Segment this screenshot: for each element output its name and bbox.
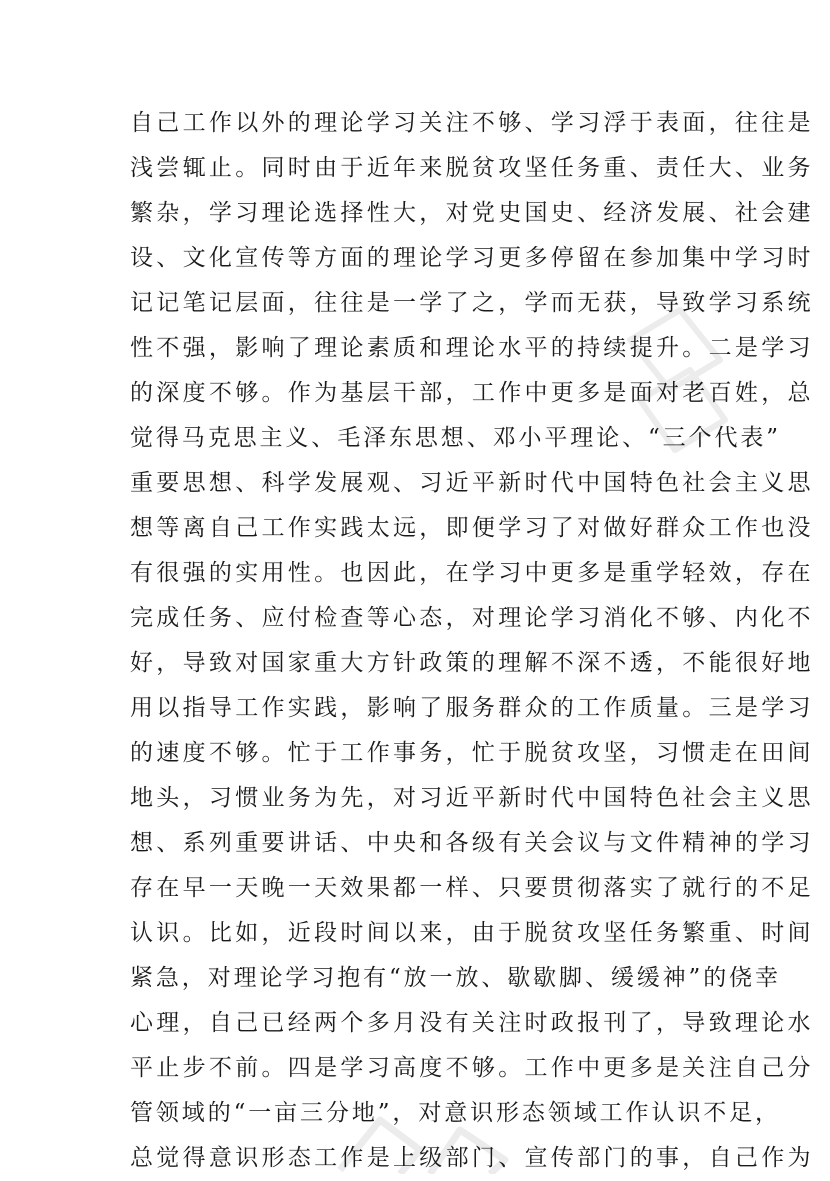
- text-line-14: 用以指导工作实践，影响了服务群众的工作质量。三是学习: [130, 695, 814, 721]
- text-line-20: 紧急，对理论学习抱有“放一放、歇歇脚、缓缓神”的侥幸: [130, 965, 781, 991]
- body-text: [130, 101, 814, 1181]
- text-line-9: 重要思想、科学发展观、习近平新时代中国特色社会主义思: [130, 470, 814, 496]
- text-line-23: 管领域的“一亩三分地”，对意识形态领域工作认识不足，: [130, 1100, 781, 1126]
- text-line-8: 觉得马克思主义、毛泽东思想、邓小平理论、“三个代表”: [130, 425, 781, 451]
- text-line-19: 认识。比如，近段时间以来，由于脱贫攻坚任务繁重、时间: [130, 920, 814, 946]
- text-line-7: 的深度不够。作为基层干部，工作中更多是面对老百姓，总: [130, 380, 814, 406]
- text-line-4: 设、文化宣传等方面的理论学习更多停留在参加集中学习时: [130, 245, 814, 271]
- text-line-24: 总觉得意识形态工作是上级部门、宣传部门的事，自己作为: [130, 1145, 814, 1171]
- text-line-3: 繁杂，学习理论选择性大，对党史国史、经济发展、社会建: [130, 200, 814, 226]
- text-line-17: 想、系列重要讲话、中央和各级有关会议与文件精神的学习: [130, 830, 814, 856]
- text-line-22: 平止步不前。四是学习高度不够。工作中更多是关注自己分: [130, 1055, 814, 1081]
- text-line-21: 心理，自己已经两个多月没有关注时政报刊了，导致理论水: [130, 1010, 814, 1036]
- text-line-1: 自己工作以外的理论学习关注不够、学习浮于表面，往往是: [130, 110, 814, 136]
- text-line-18: 存在早一天晚一天效果都一样、只要贯彻落实了就行的不足: [130, 875, 814, 901]
- text-line-5: 记记笔记层面，往往是一学了之，学而无获，导致学习系统: [130, 290, 814, 316]
- text-line-12: 完成任务、应付检查等心态，对理论学习消化不够、内化不: [130, 605, 814, 631]
- text-line-10: 想等离自己工作实践太远，即便学习了对做好群众工作也没: [130, 515, 814, 541]
- text-line-16: 地头，习惯业务为先，对习近平新时代中国特色社会主义思: [130, 785, 814, 811]
- text-line-2: 浅尝辄止。同时由于近年来脱贫攻坚任务重、责任大、业务: [130, 155, 814, 181]
- text-line-13: 好，导致对国家重大方针政策的理解不深不透，不能很好地: [130, 650, 814, 676]
- text-line-15: 的速度不够。忙于工作事务，忙于脱贫攻坚，习惯走在田间: [130, 740, 814, 766]
- text-line-6: 性不强，影响了理论素质和理论水平的持续提升。二是学习: [130, 335, 814, 361]
- text-line-11: 有很强的实用性。也因此，在学习中更多是重学轻效，存在: [130, 560, 814, 586]
